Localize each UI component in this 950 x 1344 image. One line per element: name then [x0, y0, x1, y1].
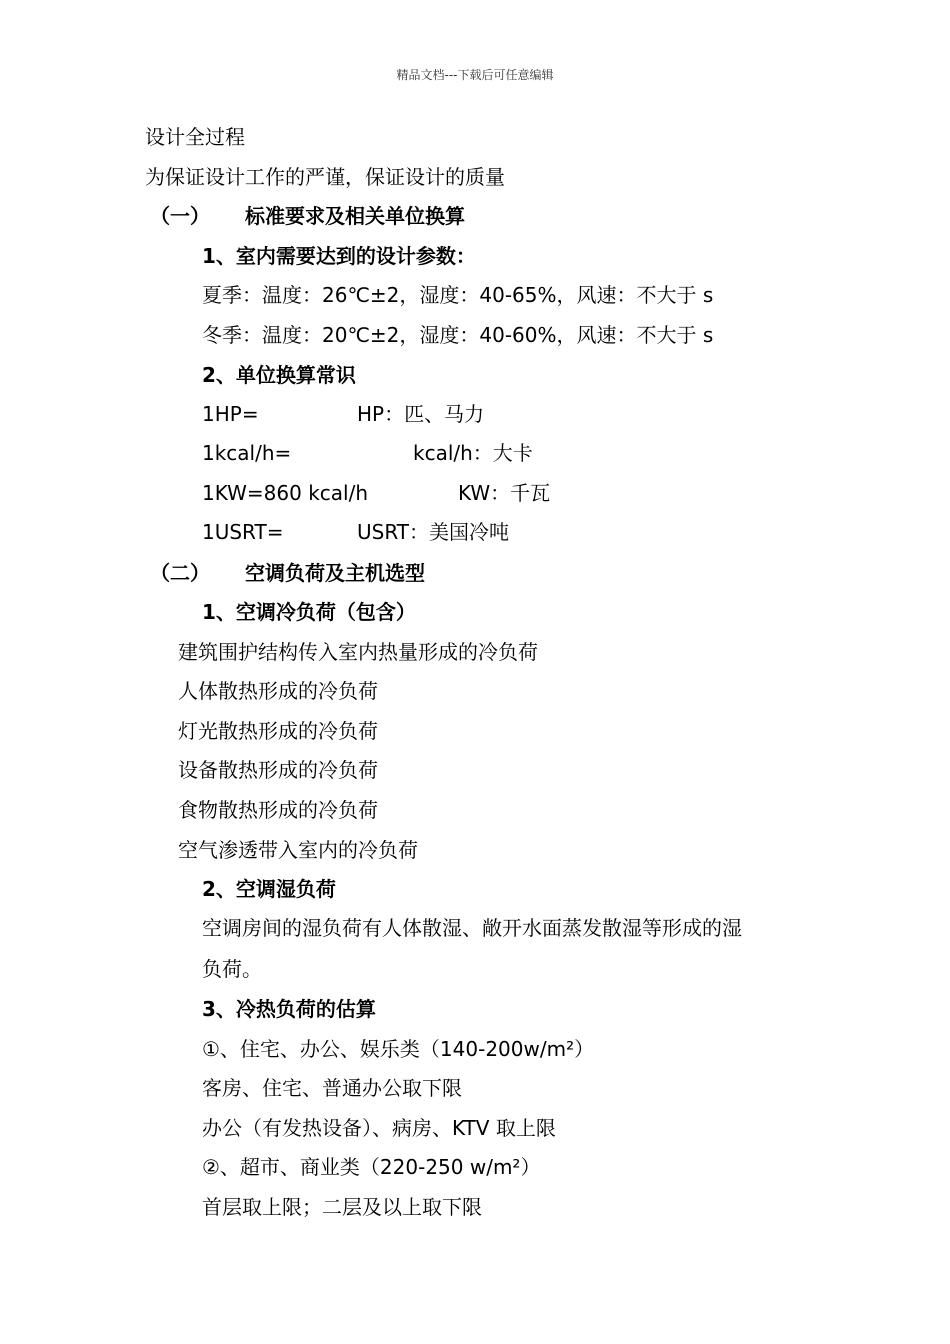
unit-desc: HP：匹、马力 — [357, 402, 485, 426]
section1-number: （一） — [150, 204, 210, 228]
estimate-2: ②、超市、商业类（220-250 w/m²） — [202, 1155, 541, 1179]
unit-value: 1HP= — [202, 402, 259, 426]
section2-sub2: 2、空调湿负荷 — [202, 877, 336, 901]
winter-params: 冬季：温度：20℃±2，湿度：40-60%，风速：不大于 s — [202, 323, 714, 347]
estimate-1: ①、住宅、办公、娱乐类（140-200w/m²） — [202, 1037, 595, 1061]
section1-sub2: 2、单位换算常识 — [202, 363, 356, 387]
unit-value: 1KW=860 kcal/h — [202, 481, 368, 505]
estimate-1-high: 办公（有发热设备）、病房、KTV 取上限 — [202, 1116, 556, 1140]
estimate-2-rule: 首层取上限；二层及以上取下限 — [202, 1195, 482, 1219]
intro-text: 为保证设计工作的严谨，保证设计的质量 — [145, 165, 505, 189]
list-item: 人体散热形成的冷负荷 — [178, 679, 378, 703]
section2-sub1: 1、空调冷负荷（包含） — [202, 600, 416, 624]
section2-number: （二） — [150, 561, 210, 585]
unit-value: 1USRT= — [202, 520, 284, 544]
list-item: 建筑围护结构传入室内热量形成的冷负荷 — [178, 640, 538, 664]
list-item: 设备散热形成的冷负荷 — [178, 758, 378, 782]
list-item: 食物散热形成的冷负荷 — [178, 798, 378, 822]
page-header: 精品文档---下载后可任意编辑 — [396, 68, 554, 82]
list-item: 灯光散热形成的冷负荷 — [178, 719, 378, 743]
section2-sub3: 3、冷热负荷的估算 — [202, 997, 376, 1021]
humidity-text-cont: 负荷。 — [202, 957, 262, 981]
unit-value: 1kcal/h= — [202, 441, 292, 465]
section1-sub1: 1、室内需要达到的设计参数： — [202, 244, 476, 268]
estimate-1-low: 客房、住宅、普通办公取下限 — [202, 1076, 462, 1100]
summer-params: 夏季：温度：26℃±2，湿度：40-65%，风速：不大于 s — [202, 283, 714, 307]
section2-title: 空调负荷及主机选型 — [245, 561, 425, 585]
list-item: 空气渗透带入室内的冷负荷 — [178, 838, 418, 862]
section1-title: 标准要求及相关单位换算 — [245, 204, 465, 228]
doc-title: 设计全过程 — [145, 125, 245, 149]
unit-desc: USRT：美国冷吨 — [357, 520, 509, 544]
unit-desc: KW：千瓦 — [458, 481, 551, 505]
humidity-text: 空调房间的湿负荷有人体散湿、敞开水面蒸发散湿等形成的湿 — [202, 916, 742, 940]
unit-desc: kcal/h：大卡 — [413, 441, 533, 465]
